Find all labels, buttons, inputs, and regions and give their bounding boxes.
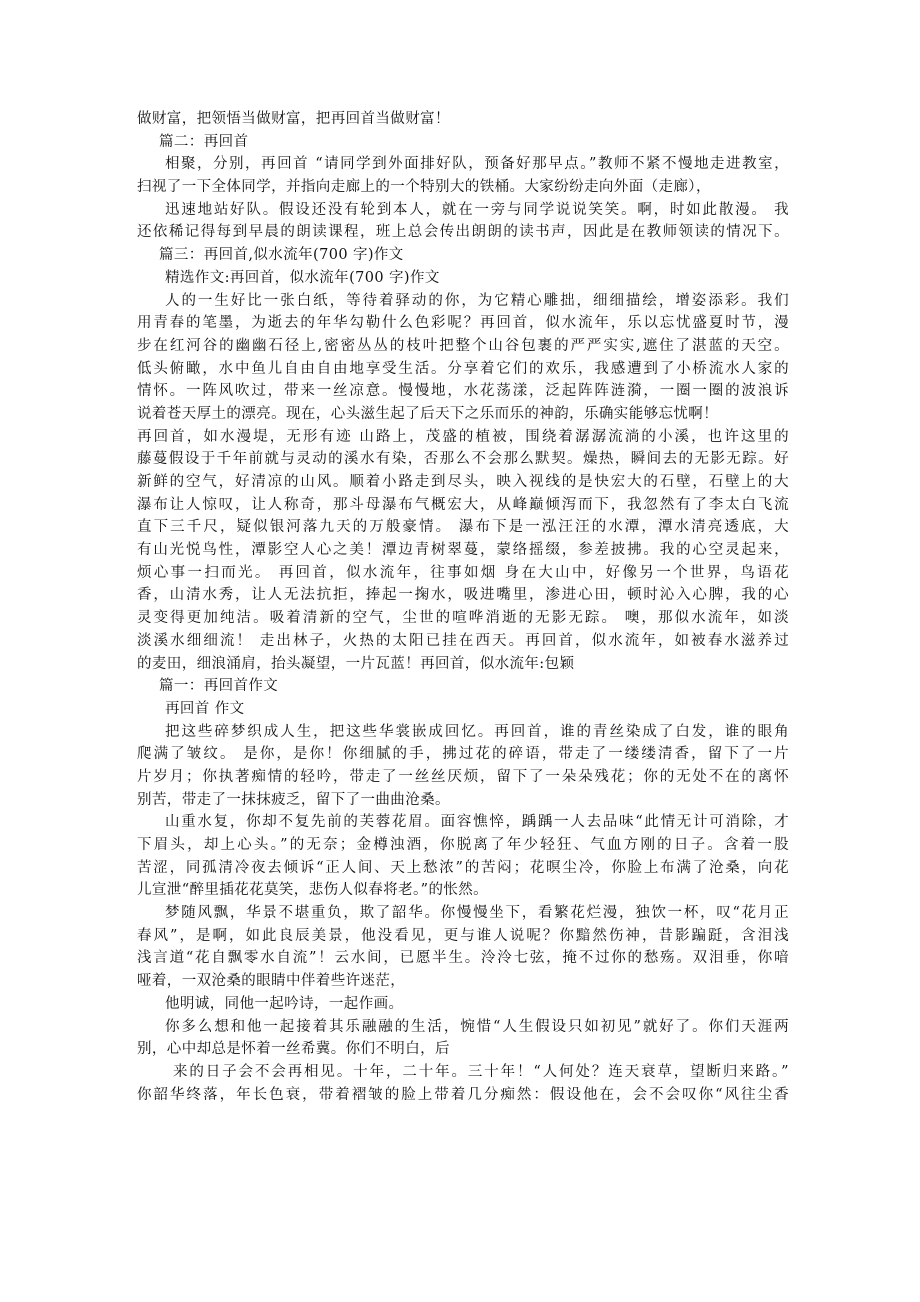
text-line: 直下三千尺，疑似银河落九天的万般豪情。 瀑布下是一泓汪汪的水潭，潭水清亮透底，大 (137, 519, 789, 536)
text-line: 来的日子会不会再相见。十年，二十年。三十年！“人何处？连天衰草，望断归来路。” (173, 1063, 789, 1080)
text-line: 低头俯瞰，水中鱼儿自由自由地享受生活。分享着它们的欢乐，我感遭到了小桥流水人家的 (137, 360, 789, 377)
text-line: 烦心事一扫而光。 再回首，似水流年，往事如烟 身在大山中，好像另一个世界，鸟语花 (137, 564, 789, 581)
text-line: 藤蔓假设于千年前就与灵动的溪水有染，否那么不会那么默契。燥热，瞬间去的无影无踪。好 (137, 451, 789, 468)
text-line: 片岁月；你执著痴情的轻吟，带走了一丝丝厌烦，留下了一朵朵残花；你的无处不在的离怀 (137, 768, 789, 785)
section-heading: 精选作文:再回首，似水流年(700 字)作文 (165, 269, 440, 286)
text-line: 再回首，如水漫堤，无形有迹 山路上，茂盛的植被，围绕着潺潺流淌的小溪，也许这里的 (137, 428, 789, 445)
text-line: 哑着，一双沧桑的眼睛中伴着些许迷茫， (137, 973, 406, 990)
text-line: 灵变得更加纯洁。吸着清新的空气，尘世的喧哗消逝的无影无踪。 噢，那似水流年，如淡 (137, 610, 789, 627)
section-heading: 篇三：再回首,似水流年(700 字)作文 (159, 247, 404, 264)
text-line: 新鲜的空气，好清凉的山风。顺着小路走到尽头，映入视线的是快宏大的石壁，石壁上的大 (137, 474, 789, 490)
text-line: 浅言道“花自飘零水自流”！云水间，已愿半生。泠泠七弦，掩不过你的愁殇。双泪垂，你喑 (137, 950, 789, 967)
text-line: 步在红河谷的幽幽石径上,密密丛丛的枝叶把整个山谷包裹的严严实实,遮住了湛蓝的天空。 (137, 337, 789, 354)
text-line: 下眉头，却上心头。”的无奈；金樽浊酒，你脱离了年少轻狂、气血方刚的日子。含着一股 (137, 837, 789, 853)
text-line: 儿宣泄“醉里插花花莫笑，悲伤人似春将老。”的怅然。 (137, 882, 489, 899)
text-line: 相聚，分别，再回首 “请同学到外面排好队，预备好那早点。”教师不紧不慢地走进教室， (165, 156, 789, 173)
text-line: 梦随风飘，华景不堪重负，欺了韶华。你慢慢坐下，看繁花烂漫，独饮一杯，叹“花月正 (165, 905, 789, 922)
text-line: 迅速地站好队。假设还没有轮到本人，就在一旁与同学说说笑笑。啊，时如此散漫。 我 (165, 201, 789, 218)
text-line: 说着苍天厚土的漂亮。现在，心头滋生起了后天下之乐而乐的神韵，乐确实能够忘忧啊！ (137, 405, 719, 422)
text-line: 人的一生好比一张白纸，等待着驿动的你，为它精心雕拙，细细描绘，增姿添彩。我们 (165, 292, 789, 309)
section-heading: 篇二：再回首 (159, 133, 249, 150)
text-line: 你韶华终落，年长色衰，带着褶皱的脸上带着几分痴然：假设他在，会不会叹你“风往尘香 (137, 1086, 789, 1103)
text-line: 有山光悦鸟性，潭影空人心之美！潭边青树翠蔓，蒙络摇缀，参差披拂。我的心空灵起来， (137, 542, 789, 559)
text-line: 爬满了皱纹。 是你，是你！你细腻的手，拂过花的碎语，带走了一缕缕清香，留下了一片 (137, 746, 789, 763)
document-page (137, 108, 789, 1106)
text-line: 淡溪水细细流！ 走出林子，火热的太阳已挂在西天。再回首，似水流年，如被春水滋养过 (137, 632, 789, 649)
text-line: 你多么想和他一起接着其乐融融的生活，惋惜“人生假设只如初见”就好了。你们天涯两 (165, 1018, 789, 1035)
text-line: 情怀。一阵风吹过，带来一丝凉意。慢慢地，水花荡漾，泛起阵阵涟漪，一圈一圈的波浪诉 (137, 383, 789, 400)
text-line: 瀑布让人惊叹，让人称奇，那斗母瀑布气概宏大，从峰巅倾泻而下，我忽然有了李太白飞流 (137, 496, 789, 513)
text-line: 山重水复，你却不复先前的芙蓉花眉。面容憔悴，踽踽一人去品味“此情无计可消除，才 (165, 814, 789, 831)
text-line: 还依稀记得每到早晨的朗读课程，班上总会传出朗朗的读书声，因此是在教师领读的情况下。 (137, 224, 789, 241)
text-line: 把这些碎梦织成人生，把这些华裳嵌成回忆。再回首，谁的青丝染成了白发，谁的眼角 (165, 723, 789, 740)
text-line: 苦涩，同孤清冷夜去倾诉“正人间、天上愁浓”的苦闷；花暝尘冷，你脸上布满了沧桑，向花 (137, 859, 789, 876)
text-line: 做财富，把领悟当做财富，把再回首当做财富！ (137, 111, 450, 127)
section-heading: 再回首 作文 (165, 700, 245, 717)
text-line: 别，心中却总是怀着一丝希冀。你们不明白，后 (137, 1041, 450, 1058)
text-line: 他明诚，同他一起吟诗，一起作画。 (165, 995, 404, 1012)
section-heading: 篇一：再回首作文 (159, 678, 279, 695)
text-line: 的麦田，细浪涌肩，抬头凝望，一片瓦蓝！再回首，似水流年:包颖 (137, 655, 575, 672)
text-line: 扫视了一下全体同学，并指向走廊上的一个特别大的铁桶。大家纷纷走向外面（走廊）， (137, 179, 711, 196)
text-line: 用青春的笔墨，为逝去的年华勾勒什么色彩呢？再回首，似水流年，乐以忘忧盛夏时节，漫 (137, 315, 789, 332)
text-line: 别苦，带走了一抹抹疲乏，留下了一曲曲沧桑。 (137, 791, 450, 808)
text-line: 春风”，是啊，如此良辰美景，他没看见，更与谁人说呢？你黯然伤神，昔影蹁跹，含泪浅 (137, 927, 789, 944)
text-line: 香，山清水秀，让人无法抗拒，捧起一掬水，吸进嘴里，渗进心田，顿时沁入心脾，我的心 (137, 587, 789, 604)
